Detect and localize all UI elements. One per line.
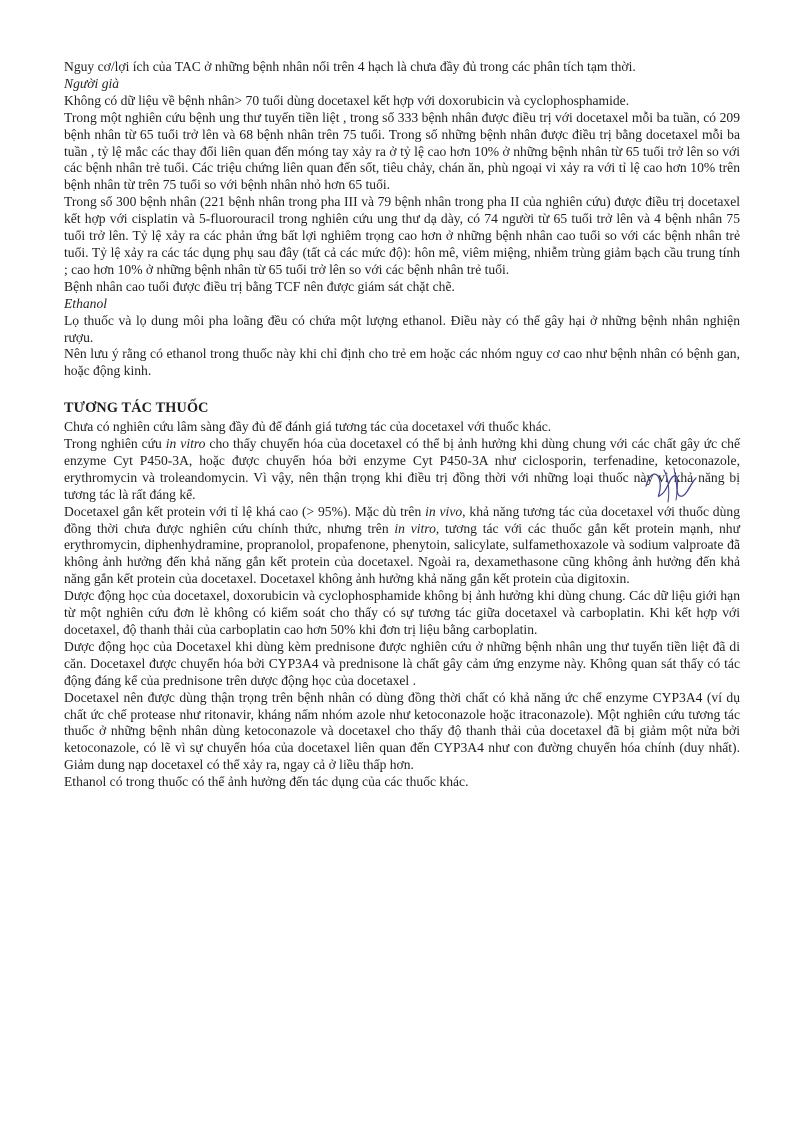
paragraph-prostate-study: Trong một nghiên cứu bệnh ung thư tuyến tiền liệt , trong số 333 bệnh nhân được điều trị với docetaxel mỗi ba tuần, có 209 bệnh nhân từ 65 tuổi trở lên và 68 bệnh nhân trên 75 tuổi. Trong số những bệnh nhân được điều trị bằng docetaxel mỗi ba tuần , tỷ lệ mắc các thay đổi liên quan đến móng tay xảy ra ở tỷ lệ cao hơn 10% ở những bệnh nhân từ 65 tuổi trở lên so với các bệnh nhân trẻ tuổi. Các triệu chứng liên quan đến sốt, tiêu chảy, chán ăn, phù ngoại vi xảy ra với tỉ lệ cao hơn 10% trên bệnh nhân từ trên 75 tuổi so với bệnh nhân nhỏ hơn 65 tuổi. [64,109,740,193]
text-segment: , khả năng tương tác của docetaxel với thuốc dùng đồng thời chưa được nghiên cứu chính thức, nhưng trên [64,503,740,536]
paragraph-prednisone: Dược động học của Docetaxel khi dùng kèm prednisone được nghiên cứu ở những bệnh nhân ung thư tuyến tiền liệt đã di căn. Docetaxel được chuyển hóa bởi CYP3A4 và prednisone là chất gây cảm ứng enzyme này. Không quan sát thấy có tác động đáng kể của prednisone trên dược động học của docetaxel . [64,638,740,688]
paragraph-carboplatin: Dược động học của docetaxel, doxorubicin và cyclophosphamide không bị ảnh hưởng khi dùng chung. Các dữ liệu giới hạn từ một nghiên cứu đơn lẻ không có kiểm soát cho thấy có sự tương tác giữa docetaxel và carboplatin. Khi kết hợp với docetaxel, độ thanh thải của carboplatin cao hơn 50% khi đơn trị liệu bằng carboplatin. [64,588,740,637]
italic-term-in-vivo: in vivo [425,503,463,519]
text-segment: Docetaxel gắn kết protein với tỉ lệ khá cao (> 95%). Mặc dù trên [64,503,426,519]
subheading-elderly: Người già [64,75,120,91]
heading-drug-interactions: TƯƠNG TÁC THUỐC [64,400,209,417]
paragraph-ethanol-effects: Ethanol có trong thuốc có thể ảnh hưởng đến tác dụng của các thuốc khác. [64,774,469,790]
text-segment: Trong nghiên cứu [64,436,166,452]
paragraph-no-clinical-studies: Chưa có nghiên cứu lâm sàng đầy đủ để đánh giá tương tác của docetaxel với thuốc khác. [64,419,552,435]
italic-term-in-vitro: in vitro [165,436,206,452]
paragraph-tac-risk: Nguy cơ/lợi ích của TAC ở những bệnh nhân nối trên 4 hạch là chưa đầy đủ trong các phân tích tạm thời. [64,59,636,74]
italic-term-in-vitro: in vitro [394,520,436,536]
text-segment: cho thấy chuyển hóa của docetaxel có thể bị ảnh hưởng khi dùng chung với các chất gây ức chế enzyme Cyt P450-3A, hoặc được chuyển hóa bởi enzyme Cyt P450-3A như ciclosporin, terfenadine, ketoconazole, erythromycin và troleandomycin. Vì vậy, nên thận trọng khi điều trị đồng thời với những loại thuốc này vì khả năng bị tương tác là rất đáng kể. [64,436,740,502]
paragraph-ethanol-content: Lọ thuốc và lọ dung môi pha loãng đều có chứa một lượng ethanol. Điều này có thể gây hại ở những bệnh nhân nghiện rượu. [64,312,740,345]
paragraph-elderly-no-data: Không có dữ liệu về bệnh nhân> 70 tuổi dùng docetaxel kết hợp với doxorubicin và cyclophosphamide. [64,92,630,108]
paragraph-cyp3a4-inhibitors: Docetaxel nên được dùng thận trọng trên bệnh nhân có dùng đồng thời chất có khả năng ức chế enzyme CYP3A4 (ví dụ chất ức chế protease như ritonavir, kháng nấm nhóm azole như ketoconazole hoặc itraconazole). Một nghiên cứu tương tác thuốc ở những bệnh nhân dùng ketoconazole và docetaxel cho thấy độ thanh thải của docetaxel đã bị giảm một nửa bởi ketoconazole, có lẽ vì sự chuyển hóa của docetaxel liên quan đến CYP3A4 như con đường chuyển hóa chính (duy nhất). Giảm dung nạp docetaxel có thể xảy ra, ngay cả ở liều thấp hơn. [64,689,740,773]
paragraph-ethanol-caution: Nên lưu ý rằng có ethanol trong thuốc này khi chỉ định cho trẻ em hoặc các nhóm nguy cơ cao như bệnh nhân có bệnh gan, hoặc động kinh. [64,346,740,379]
handwritten-signature-icon [640,464,702,504]
paragraph-tcf-monitoring: Bệnh nhân cao tuổi được điều trị bằng TCF nên được giám sát chặt chẽ. [64,278,455,294]
paragraph-gastric-study: Trong số 300 bệnh nhân (221 bệnh nhân trong pha III và 79 bệnh nhân trong pha II của nghiên cứu) được điều trị docetaxel kết hợp với cisplatin và 5-fluorouracil trong nghiên cứu ung thư dạ dày, có 74 người từ 65 tuổi trở lên và 4 bệnh nhân 75 tuổi trở lên. Tỷ lệ xảy ra các phản ứng bất lợi nghiêm trọng cao hơn ở những bệnh nhân cao tuổi so với các bệnh nhân trẻ tuổi. Tỷ lệ xảy ra các tác dụng phụ sau đây (tất cả các mức độ): hôn mê, viêm miệng, nhiễm trùng giảm bạch cầu trung tính ; cao hơn 10% ở những bệnh nhân từ 65 tuổi trở lên so với các bệnh nhân trẻ tuổi. [64,194,740,277]
text-segment: , tương tác với các thuốc gắn kết protein mạnh, như erythromycin, diphenhydramine, propranolol, propafenone, phenytoin, salicylate, sulfamethoxazole và sodium valproate đã không ảnh hưởng đến khả năng gắn kết protein của docetaxel. Ngoài ra, dexamethasone cũng không ảnh hưởng đến khả năng gắn kết protein của docetaxel. Docetaxel không ảnh hưởng khả năng gắn kết protein của digitoxin. [64,520,740,587]
subheading-ethanol: Ethanol [64,295,108,311]
paragraph-in-vitro-cyp [64,436,740,504]
document-body [64,59,740,791]
paragraph-protein-binding [64,504,740,589]
